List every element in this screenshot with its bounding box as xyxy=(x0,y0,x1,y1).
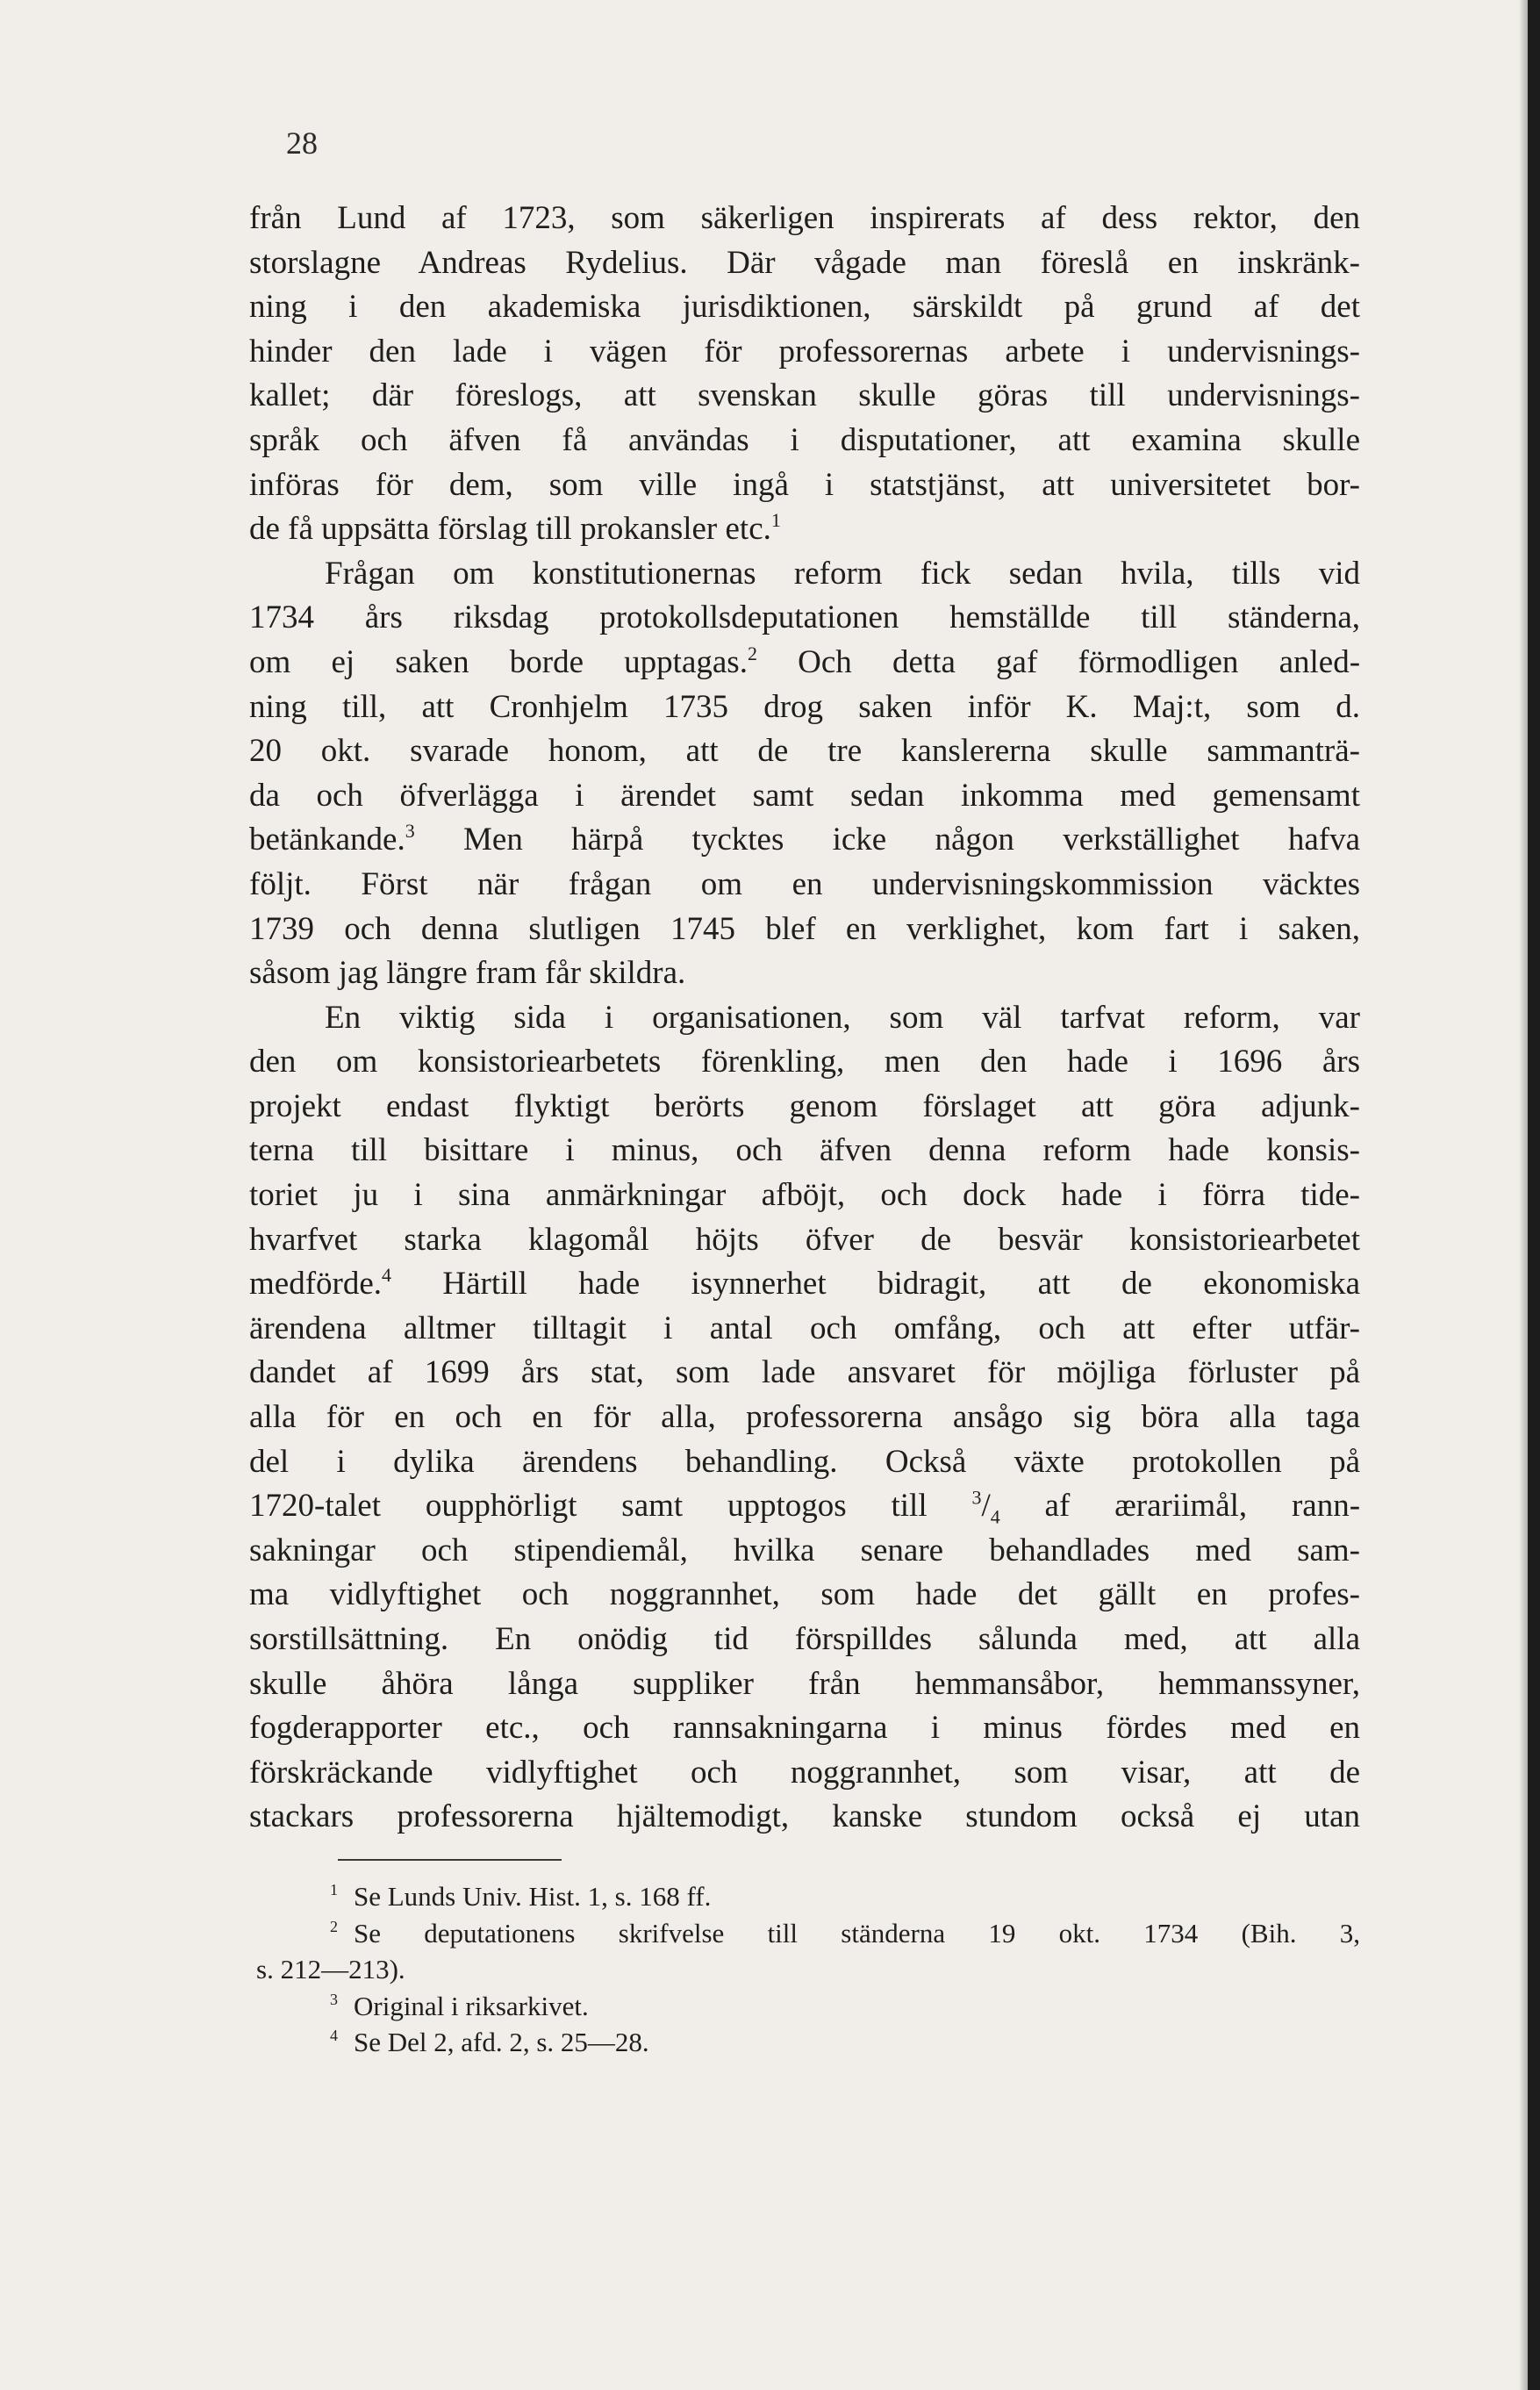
paragraph-start-line: Frågan om konstitutionernas reform fick sedan hvila, tills vid xyxy=(325,555,1360,592)
footnote-text: Se Del 2, afd. 2, s. 25—28. xyxy=(354,2027,649,2057)
footnote-mark: 3 xyxy=(330,1990,338,2008)
text-line: alla för en och en för alla, professorerna ansågo sig böra alla taga xyxy=(249,1399,1360,1436)
footnote-text: Original i riksarkivet. xyxy=(354,1990,589,2021)
footnote-text: Se Lunds Univ. Hist. 1, s. 168 ff. xyxy=(354,1881,712,1912)
text-segment: betänkande. xyxy=(249,822,405,858)
fraction-denominator: 4 xyxy=(990,1505,1000,1528)
text-segment: de få uppsätta förslag till prokansler etc. xyxy=(249,511,771,548)
text-line: dandet af 1699 års stat, som lade ansvaret för möjliga förluster på xyxy=(249,1354,1360,1391)
text-line: hvarfvet starka klagomål höjts öfver de besvär konsistoriearbetet xyxy=(249,1221,1360,1258)
text-line: från Lund af 1723, som säkerligen inspirerats af dess rektor, den xyxy=(249,200,1360,236)
text-line: ma vidlyftighet och noggrannhet, som hade det gällt en profes- xyxy=(249,1576,1360,1613)
text-line: sorstillsättning. En onödig tid förspilldes sålunda med, att alla xyxy=(249,1621,1360,1657)
text-line xyxy=(249,507,1360,552)
text-line: förskräckande vidlyftighet och noggrannhet, som visar, att de xyxy=(249,1754,1360,1791)
text-line: sakningar och stipendiemål, hvilka senare behandlades med sam- xyxy=(249,1532,1360,1568)
footnotes xyxy=(256,1878,1360,2061)
footnote-reference: 2 xyxy=(747,642,757,664)
text-segment: Härtill hade isynnerhet bidragit, att de ekonomiska xyxy=(442,1266,1361,1303)
fraction-numerator: 3 xyxy=(971,1486,982,1509)
text-line xyxy=(249,1484,1360,1529)
text-segment: medförde. xyxy=(249,1266,383,1303)
fraction: $^3/_4$ xyxy=(971,1486,1000,1528)
text-line: skulle åhöra långa suppliker från hemmansåbor, hemmanssyner, xyxy=(249,1665,1360,1702)
text-segment: af ærariimål, rann- xyxy=(1044,1488,1361,1525)
text-line: stackars professorerna hjältemodigt, kanske stundom också ej utan xyxy=(249,1798,1360,1835)
footnote xyxy=(256,1878,1360,1915)
paragraph-start-line: En viktig sida i organisationen, som väl tarfvat reform, var xyxy=(325,999,1360,1036)
text-segment: om ej saken borde upptagas. xyxy=(249,643,748,680)
text-line: toriet ju i sina anmärkningar afböjt, och dock hade i förra tide- xyxy=(249,1177,1360,1214)
text-line: den om konsistoriearbetets förenkling, men den hade i 1696 års xyxy=(249,1044,1360,1080)
text-line: 1739 och denna slutligen 1745 blef en verklighet, kom fart i saken, xyxy=(249,910,1360,947)
text-segment: Och detta gaf förmodligen anled- xyxy=(798,643,1361,680)
text-line: del i dylika ärendens behandling. Också växte protokollen på xyxy=(249,1443,1360,1480)
page-edge-shadow xyxy=(1519,0,1528,2390)
text-segment: Men härpå tycktes icke någon verkställighet hafva xyxy=(463,822,1361,858)
footnote-continuation: s. 212—213). xyxy=(256,1954,405,1984)
text-line: kallet; där föreslogs, att svenskan skulle göras till undervisnings- xyxy=(249,377,1360,414)
text-line: införas för dem, som ville ingå i statstjänst, att universitetet bor- xyxy=(249,466,1360,503)
text-segment: 1720-talet oupphörligt samt upptogos till xyxy=(249,1488,928,1525)
text-line xyxy=(249,1262,1360,1307)
text-line: da och öfverlägga i ärendet samt sedan inkomma med gemensamt xyxy=(249,777,1360,814)
text-line: 1734 års riksdag protokollsdeputationen hemställde till ständerna, xyxy=(249,599,1360,636)
text-line: såsom jag längre fram får skildra. xyxy=(249,955,686,992)
footnote-mark: 2 xyxy=(330,1917,338,1935)
text-line: ning till, att Cronhjelm 1735 drog saken inför K. Maj:t, som d. xyxy=(249,688,1360,725)
text-line: ning i den akademiska jurisdiktionen, särskildt på grund af det xyxy=(249,289,1360,326)
text-line: terna till bisittare i minus, och äfven denna reform hade konsis- xyxy=(249,1132,1360,1169)
text-line xyxy=(249,818,1360,863)
body-text xyxy=(249,197,1360,1840)
footnote-mark: 1 xyxy=(330,1881,338,1898)
footnote-text: Se deputationens skrifvelse till ständerna 19 okt. 1734 (Bih. 3, xyxy=(354,1917,1360,1949)
footnote-mark: 4 xyxy=(330,2027,338,2044)
text-line: språk och äfven få användas i disputationer, att examina skulle xyxy=(249,421,1360,458)
footnote xyxy=(256,2024,1360,2061)
text-line xyxy=(249,641,1360,685)
text-line: projekt endast flyktigt berörts genom förslaget att göra adjunk- xyxy=(249,1087,1360,1124)
text-line: följt. Först när frågan om en undervisningskommission väcktes xyxy=(249,865,1360,902)
footnote-reference: 3 xyxy=(405,820,415,843)
footnote xyxy=(256,1988,1360,2025)
text-line: ärendena alltmer tilltagit i antal och omfång, och att efter utfär- xyxy=(249,1310,1360,1346)
text-line: 20 okt. svarade honom, att de tre kanslererna skulle sammanträ- xyxy=(249,733,1360,770)
scan-border xyxy=(1528,0,1540,2390)
footnote-reference: 1 xyxy=(770,509,781,532)
page-number: 28 xyxy=(286,126,318,161)
text-line: storslagne Andreas Rydelius. Där vågade man föreslå en inskränk- xyxy=(249,244,1360,281)
footnote xyxy=(256,1915,1360,1952)
text-line: hinder den lade i vägen för professorernas arbete i undervisnings- xyxy=(249,333,1360,370)
text-line: fogderapporter etc., och rannsakningarna i minus fördes med en xyxy=(249,1710,1360,1747)
footnote-divider xyxy=(338,1859,562,1861)
footnote-reference: 4 xyxy=(382,1264,392,1287)
